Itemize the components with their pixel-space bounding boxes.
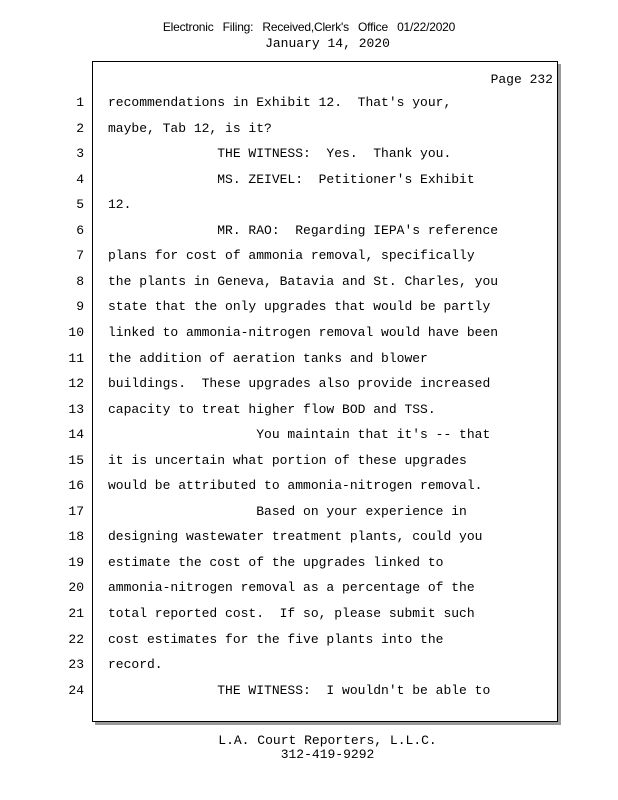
transcript-line: cost estimates for the five plants into the (108, 632, 444, 647)
transcript-line: Based on your experience in (108, 504, 467, 519)
filing-stamp: Electronic Filing: Received,Clerk's Office 01/22/2020 (162, 20, 456, 34)
line-number: 23 (68, 657, 84, 672)
line-number: 17 (68, 504, 84, 519)
transcript-line: state that the only upgrades that would be partly (108, 299, 491, 314)
transcript-line: recommendations in Exhibit 12. That's your, (108, 95, 452, 110)
transcript-line: estimate the cost of the upgrades linked to (108, 555, 444, 570)
line-number: 13 (68, 402, 84, 417)
line-number: 11 (68, 351, 84, 366)
transcript-line: the plants in Geneva, Batavia and St. Charles, you (108, 274, 499, 289)
line-number: 22 (68, 632, 84, 647)
transcript-line: record. (108, 657, 163, 672)
transcript-line: MS. ZEIVEL: Petitioner's Exhibit (108, 172, 475, 187)
transcript-line: You maintain that it's -- that (108, 427, 491, 442)
transcript-line: ammonia-nitrogen removal as a percentage of the (108, 580, 475, 595)
transcript-line: linked to ammonia-nitrogen removal would have been (108, 325, 499, 340)
line-number: 24 (68, 683, 84, 698)
line-number: 9 (76, 299, 84, 314)
line-number: 2 (76, 121, 84, 136)
transcript-line: THE WITNESS: I wouldn't be able to (108, 683, 491, 698)
transcript-line: would be attributed to ammonia-nitrogen removal. (108, 478, 483, 493)
line-number: 12 (68, 376, 84, 391)
line-number: 14 (68, 427, 84, 442)
line-number: 7 (76, 248, 84, 263)
line-number: 6 (76, 223, 84, 238)
line-number: 5 (76, 197, 84, 212)
line-number: 19 (68, 555, 84, 570)
transcript-line: plans for cost of ammonia removal, specifically (108, 248, 475, 263)
transcript-line: buildings. These upgrades also provide increased (108, 376, 491, 391)
transcript-line: maybe, Tab 12, is it? (108, 121, 272, 136)
line-number: 3 (76, 146, 84, 161)
hearing-date: January 14, 2020 (265, 36, 390, 51)
transcript-line: it is uncertain what portion of these upgrades (108, 453, 467, 468)
transcript-line: capacity to treat higher flow BOD and TSS. (108, 402, 436, 417)
line-number: 18 (68, 529, 84, 544)
line-number: 16 (68, 478, 84, 493)
line-number: 20 (68, 580, 84, 595)
reporter-name: L.A. Court Reporters, L.L.C. (218, 733, 437, 748)
line-number: 15 (68, 453, 84, 468)
line-number: 1 (76, 95, 84, 110)
transcript-line: total reported cost. If so, please submit such (108, 606, 475, 621)
transcript-line: MR. RAO: Regarding IEPA's reference (108, 223, 499, 238)
transcript-line: 12. (108, 197, 132, 212)
line-number: 21 (68, 606, 84, 621)
line-number: 10 (68, 325, 84, 340)
line-number: 8 (76, 274, 84, 289)
transcript-line: the addition of aeration tanks and blower (108, 351, 428, 366)
page-number: Page 232 (490, 72, 553, 87)
line-number: 4 (76, 172, 84, 187)
transcript-line: THE WITNESS: Yes. Thank you. (108, 146, 452, 161)
reporter-phone: 312-419-9292 (280, 747, 375, 762)
transcript-line: designing wastewater treatment plants, could you (108, 529, 483, 544)
